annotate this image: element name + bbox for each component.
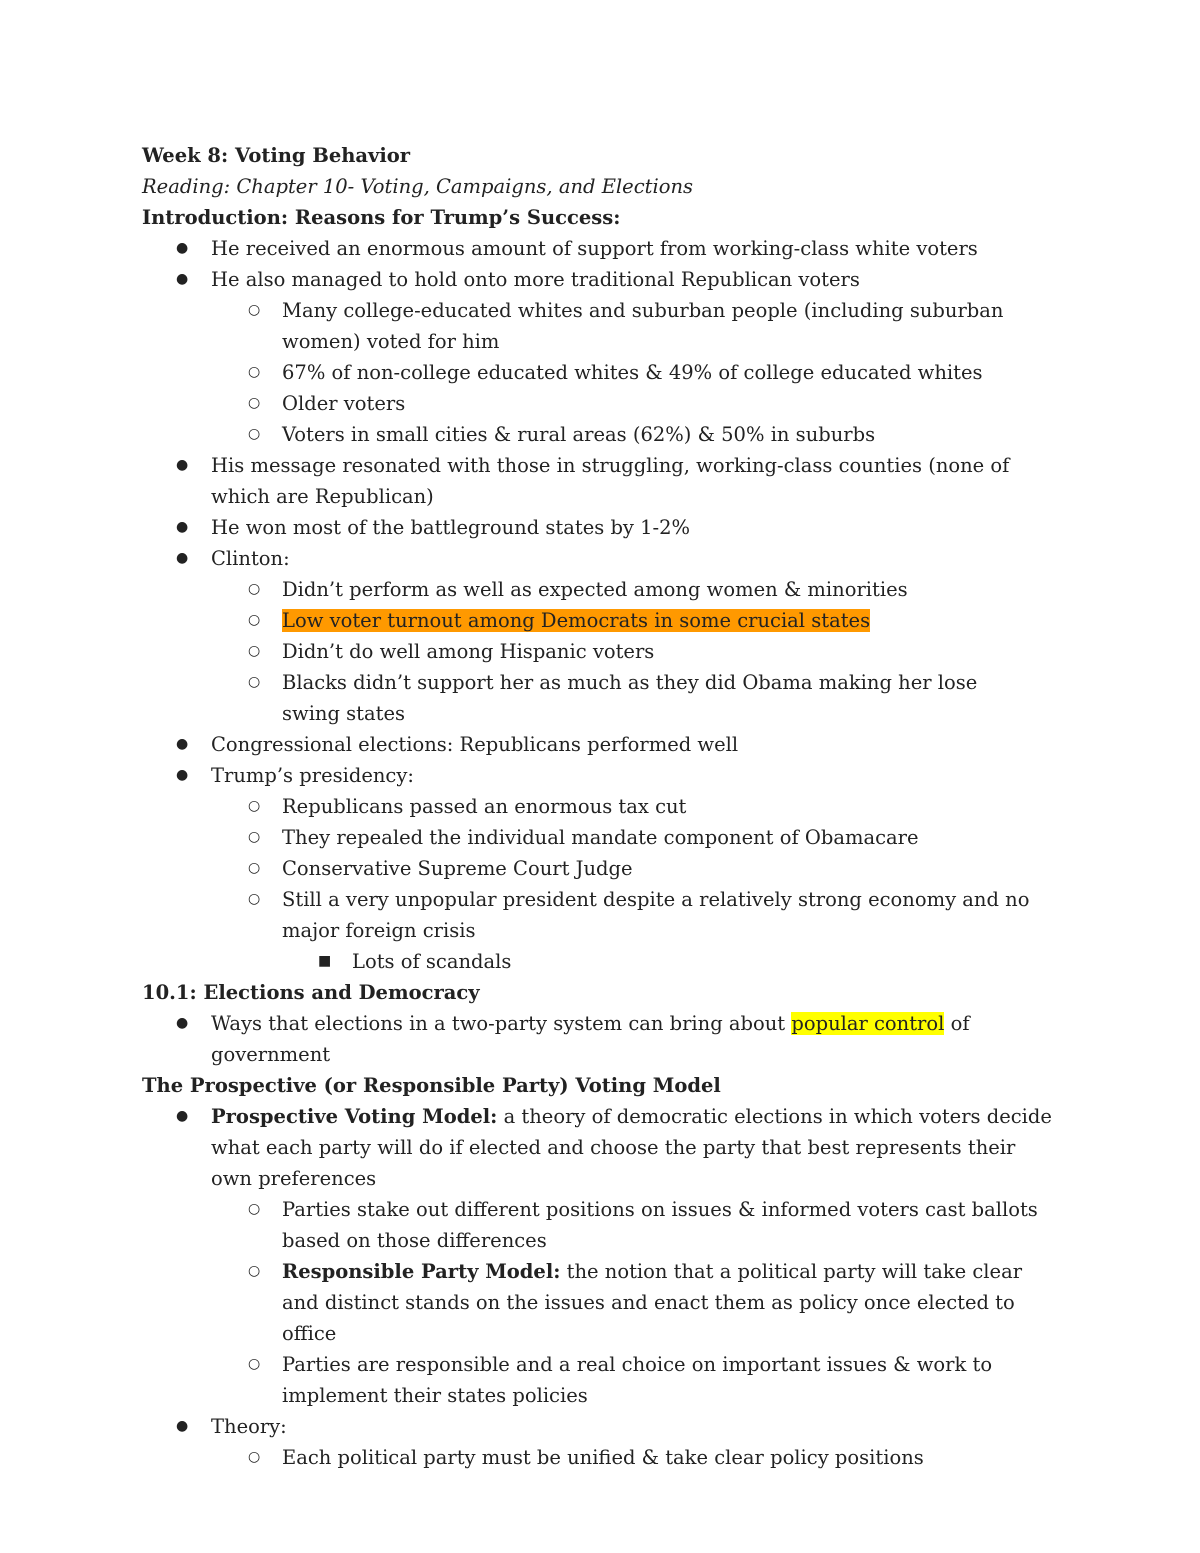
bullet-icon: ● <box>176 457 189 473</box>
list-item: ● Theory: <box>142 1411 1072 1442</box>
list-item: ○ Didn’t perform as well as expected among women & minorities <box>142 574 1072 605</box>
hollow-bullet-icon: ○ <box>248 891 261 907</box>
hollow-bullet-icon: ○ <box>248 612 261 628</box>
list-item: ○ 67% of non-college educated whites & 49% of college educated whites <box>142 357 1072 388</box>
list-item: ○ Didn’t do well among Hispanic voters <box>142 636 1072 667</box>
list-item: ○ Older voters <box>142 388 1072 419</box>
list-item: ● His message resonated with those in struggling, working-class counties (none of which are Republican) <box>142 450 1072 512</box>
square-bullet-icon: ■ <box>318 953 332 969</box>
hollow-bullet-icon: ○ <box>248 829 261 845</box>
list-item: ● Clinton: <box>142 543 1072 574</box>
list-item: ● He won most of the battleground states by 1-2% <box>142 512 1072 543</box>
list-item: ○ Republicans passed an enormous tax cut <box>142 791 1072 822</box>
hollow-bullet-icon: ○ <box>248 395 261 411</box>
intro-heading: Introduction: Reasons for Trump’s Success: <box>142 206 621 229</box>
hollow-bullet-icon: ○ <box>248 426 261 442</box>
list-item: ● He also managed to hold onto more traditional Republican voters <box>142 264 1072 295</box>
hollow-bullet-icon: ○ <box>248 1263 261 1279</box>
list-item: ○ Conservative Supreme Court Judge <box>142 853 1072 884</box>
document-page <box>142 140 1072 1473</box>
list-item: ○ Voters in small cities & rural areas (62%) & 50% in suburbs <box>142 419 1072 450</box>
hollow-bullet-icon: ○ <box>248 302 261 318</box>
list-item: ● Ways that elections in a two-party system can bring about popular control of government <box>142 1008 1072 1070</box>
list-item: ○ Responsible Party Model: the notion that a political party will take clear and distinct stands on the issues and enact them as policy once elected to office <box>142 1256 1072 1349</box>
reading-assignment: Reading: Chapter 10- Voting, Campaigns, and Elections <box>142 175 694 198</box>
list-item: ○ Blacks didn’t support her as much as they did Obama making her lose swing states <box>142 667 1072 729</box>
list-item: ○ Each political party must be unified & take clear policy positions <box>142 1442 1072 1473</box>
hollow-bullet-icon: ○ <box>248 860 261 876</box>
highlighted-text: popular control <box>791 1012 945 1035</box>
list-item: ○ Many college-educated whites and suburban people (including suburban women) voted for him <box>142 295 1072 357</box>
bullet-icon: ● <box>176 767 189 783</box>
bullet-icon: ● <box>176 1108 189 1124</box>
hollow-bullet-icon: ○ <box>248 643 261 659</box>
term: Prospective Voting Model: <box>211 1105 498 1128</box>
hollow-bullet-icon: ○ <box>248 1201 261 1217</box>
list-item: ○ Parties are responsible and a real choice on important issues & work to implement their states policies <box>142 1349 1072 1411</box>
bullet-icon: ● <box>176 519 189 535</box>
bullet-icon: ● <box>176 1418 189 1434</box>
bullet-icon: ● <box>176 1015 189 1031</box>
hollow-bullet-icon: ○ <box>248 674 261 690</box>
bullet-icon: ● <box>176 736 189 752</box>
bullet-icon: ● <box>176 240 189 256</box>
hollow-bullet-icon: ○ <box>248 1449 261 1465</box>
term: Responsible Party Model: <box>282 1260 561 1283</box>
list-item: ● Congressional elections: Republicans performed well <box>142 729 1072 760</box>
list-item <box>142 605 1072 636</box>
hollow-bullet-icon: ○ <box>248 364 261 380</box>
list-item: ○ They repealed the individual mandate component of Obamacare <box>142 822 1072 853</box>
section-heading: The Prospective (or Responsible Party) Voting Model <box>142 1074 721 1097</box>
list-item: ○ Parties stake out different positions on issues & informed voters cast ballots based on those differences <box>142 1194 1072 1256</box>
hollow-bullet-icon: ○ <box>248 798 261 814</box>
section-heading: 10.1: Elections and Democracy <box>142 981 480 1004</box>
list-item: ● He received an enormous amount of support from working-class white voters <box>142 233 1072 264</box>
bullet-icon: ● <box>176 550 189 566</box>
bullet-icon: ● <box>176 271 189 287</box>
list-item: ○ Still a very unpopular president despite a relatively strong economy and no major foreign crisis <box>142 884 1072 946</box>
document-title: Week 8: Voting Behavior <box>142 144 411 167</box>
list-item: ● Prospective Voting Model: a theory of democratic elections in which voters decide what each party will do if elected and choose the party that best represents their own preferences <box>142 1101 1072 1194</box>
hollow-bullet-icon: ○ <box>248 1356 261 1372</box>
hollow-bullet-icon: ○ <box>248 581 261 597</box>
highlighted-text: Low voter turnout among Democrats in some crucial states <box>282 609 871 632</box>
list-item: ■ Lots of scandals <box>142 946 1072 977</box>
list-item: ● Trump’s presidency: <box>142 760 1072 791</box>
